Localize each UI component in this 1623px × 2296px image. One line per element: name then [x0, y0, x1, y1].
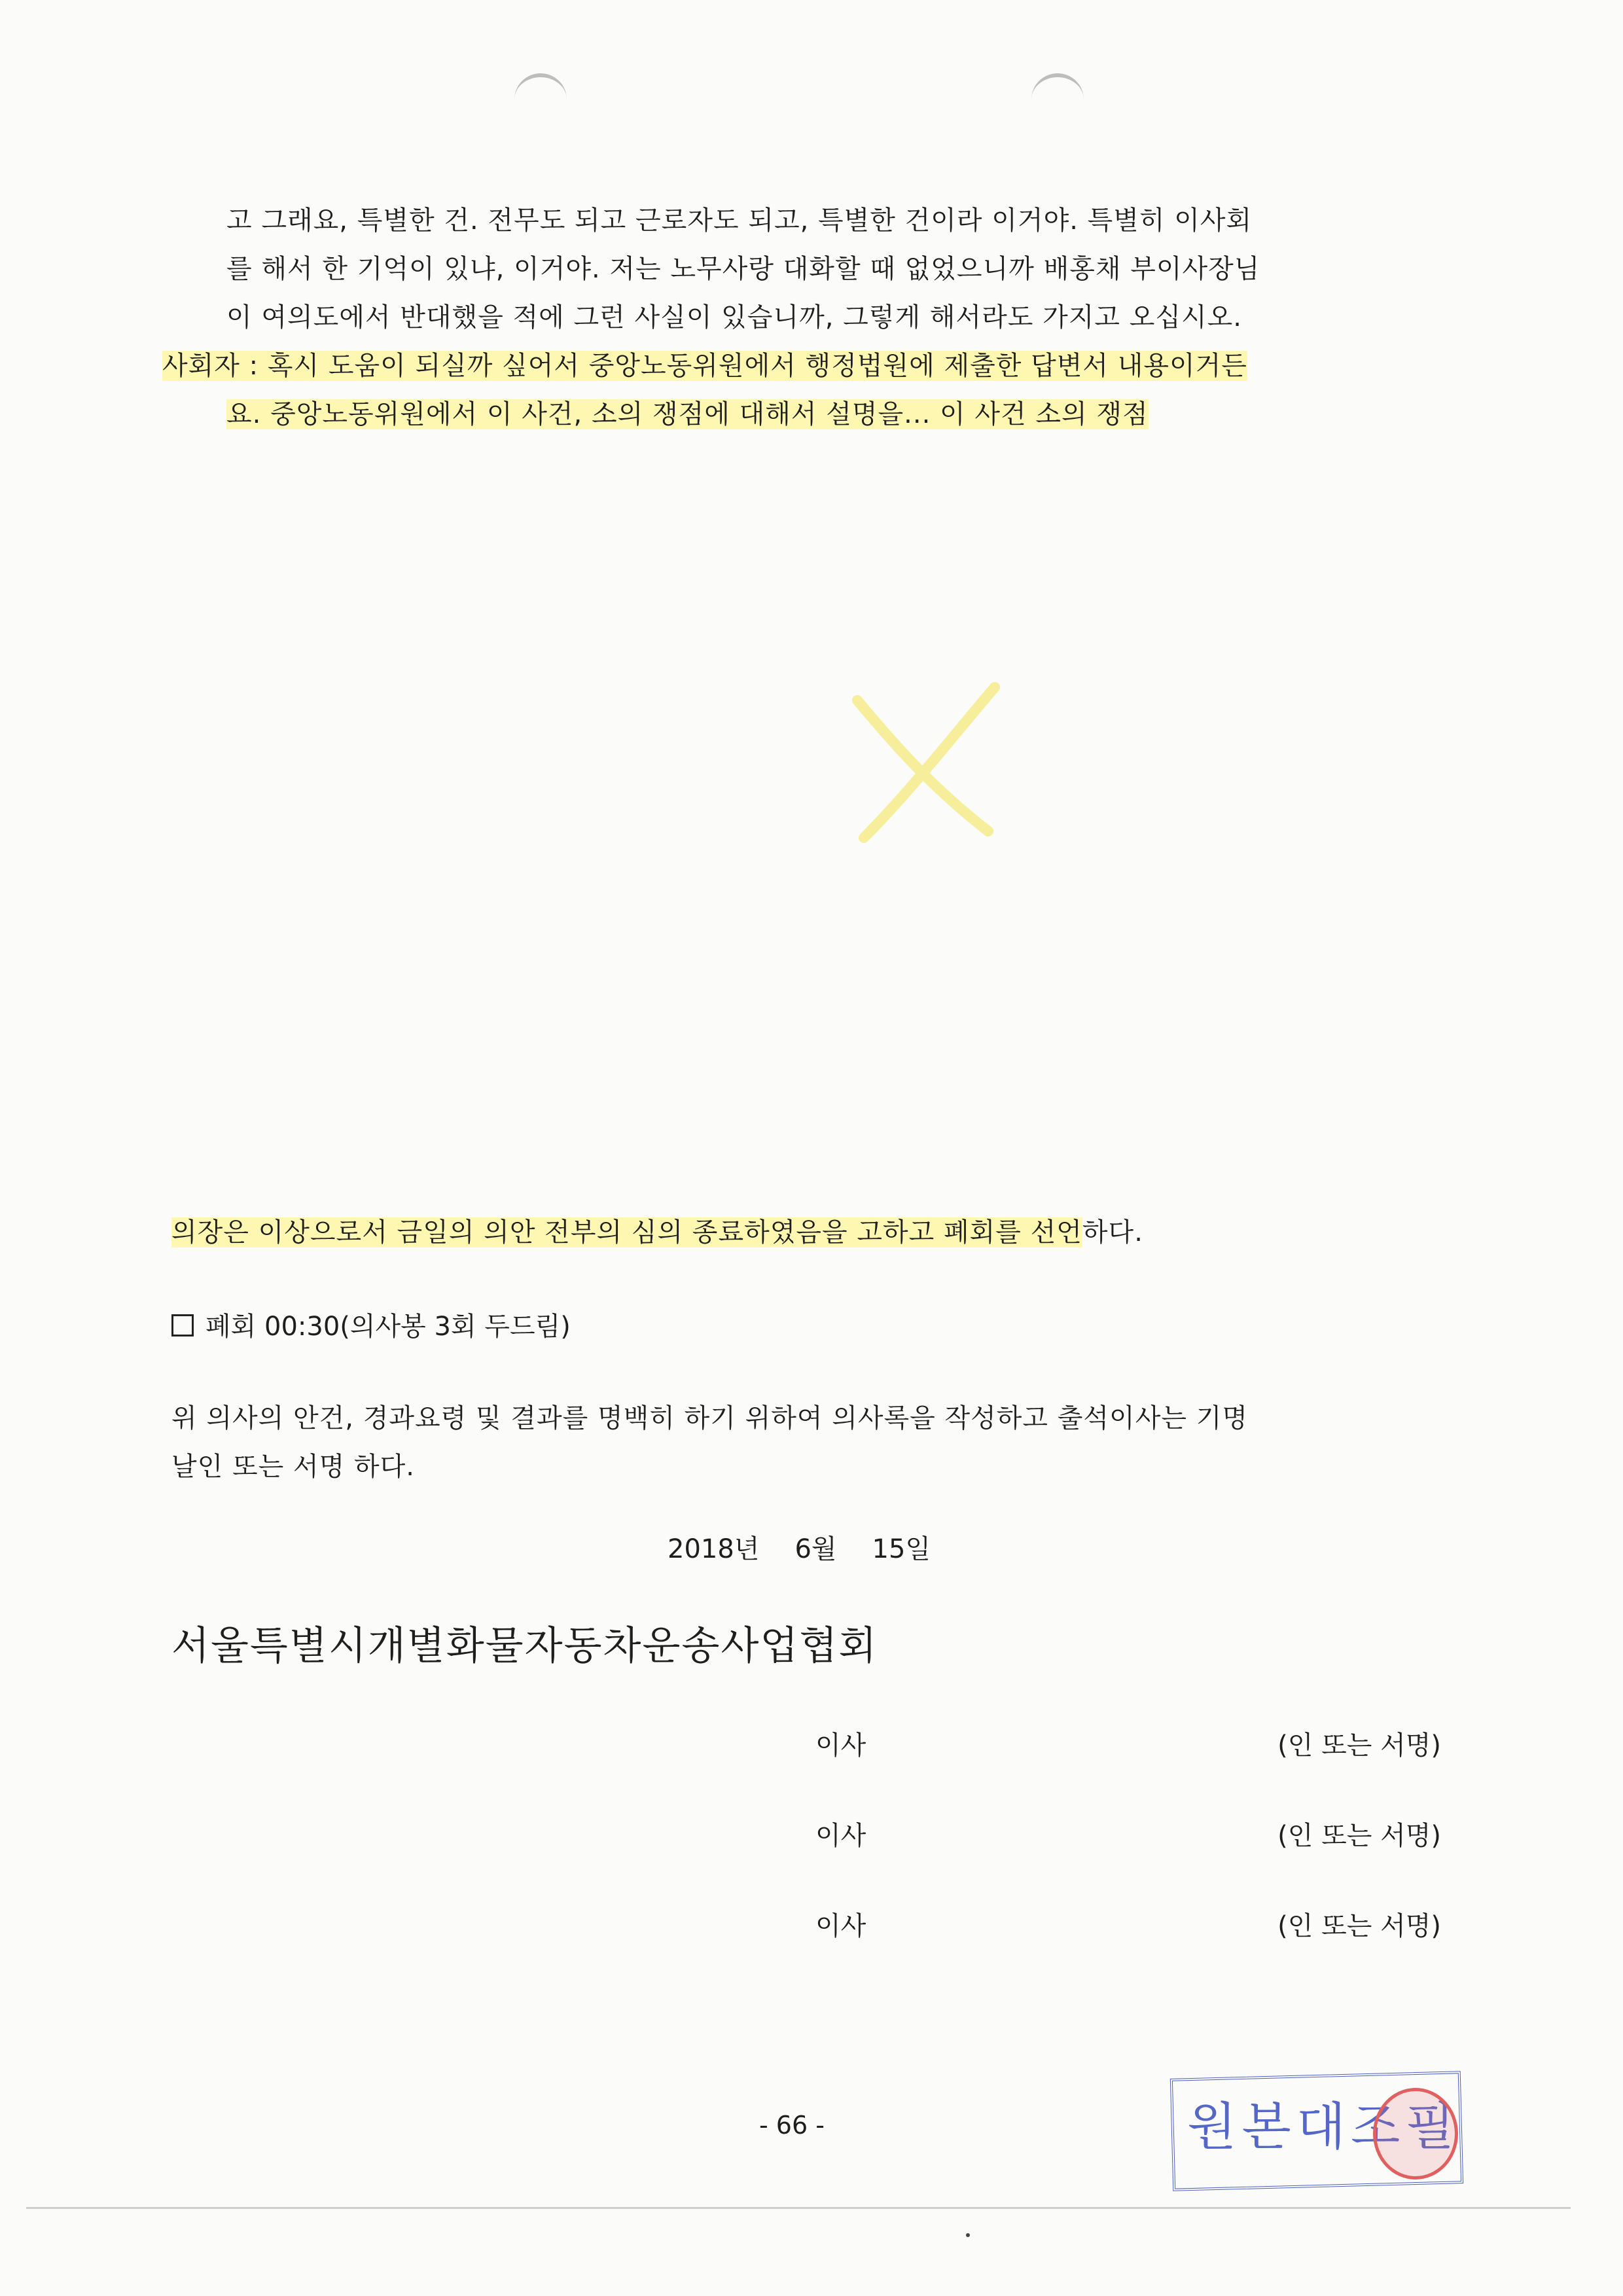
date-month: 6월 [794, 1534, 837, 1564]
adjournment-note [171, 1302, 571, 1351]
organization-name: 서울특별시개별화물자동차운송사업협회 [171, 1623, 878, 1669]
closing-text-end: 하다. [1082, 1217, 1143, 1247]
signature-row [0, 1721, 1623, 1770]
punch-hole-right [1031, 73, 1084, 117]
certified-copy-stamp [1171, 2075, 1459, 2185]
moderator-remark [162, 342, 1366, 439]
checkbox-icon [171, 1314, 194, 1336]
stamp-text: 원본대조필 [1187, 2098, 1460, 2157]
adjournment-text: 폐회 00:30(의사봉 3회 두드림) [205, 1312, 571, 1342]
signature-placeholder: (인 또는 서명) [1277, 1731, 1441, 1761]
transcript-line: 고 그래요, 특별한 건. 전무도 되고 근로자도 되고, 특별한 건이라 이거야. 특별히 이사회 [226, 206, 1253, 236]
purpose-line: 위 의사의 안건, 경과요령 및 결과를 명백히 하기 위하여 의사록을 작성하고 출석이사는 기명 [171, 1403, 1248, 1433]
transcript-line: 를 해서 한 기억이 있냐, 이거야. 저는 노무사랑 대화할 때 없었으니까 배홍채 부이사장님 [226, 254, 1260, 284]
purpose-line: 날인 또는 서명 하다. [171, 1452, 415, 1482]
signature-row [0, 1812, 1623, 1860]
signature-placeholder: (인 또는 서명) [1277, 1911, 1441, 1941]
signatory-role: 이사 [815, 1821, 866, 1851]
scan-edge-line [26, 2207, 1571, 2209]
page-number: - 66 - [759, 2111, 825, 2140]
signature-row [0, 1902, 1623, 1950]
transcript-continuation [226, 196, 1431, 342]
signatory-role: 이사 [815, 1911, 866, 1941]
date-day: 15일 [872, 1534, 931, 1564]
cross-out-mark [851, 681, 1001, 844]
minutes-purpose-statement [171, 1394, 1435, 1491]
document-date [668, 1525, 966, 1573]
scan-speck [966, 2233, 970, 2237]
signatory-role: 이사 [815, 1731, 866, 1761]
closing-statement [171, 1208, 1143, 1257]
signature-placeholder: (인 또는 서명) [1277, 1821, 1441, 1851]
speaker-continuation: 요. 중앙노동위원에서 이 사건, 소의 쟁점에 대해서 설명을... 이 사건 소의 쟁점 [226, 399, 1149, 429]
punch-hole-left [514, 73, 567, 117]
transcript-line: 이 여의도에서 반대했을 적에 그런 사실이 있습니까, 그렇게 해서라도 가지고 오십시오. [226, 302, 1242, 332]
red-seal-icon [1373, 2088, 1458, 2179]
speaker-line: 사회자 : 혹시 도움이 되실까 싶어서 중앙노동위원에서 행정법원에 제출한 답변서 내용이거든 [162, 351, 1247, 381]
closing-highlighted-text: 의장은 이상으로서 금일의 의안 전부의 심의 종료하였음을 고하고 폐회를 선언 [171, 1217, 1082, 1247]
date-year: 2018년 [668, 1534, 760, 1564]
